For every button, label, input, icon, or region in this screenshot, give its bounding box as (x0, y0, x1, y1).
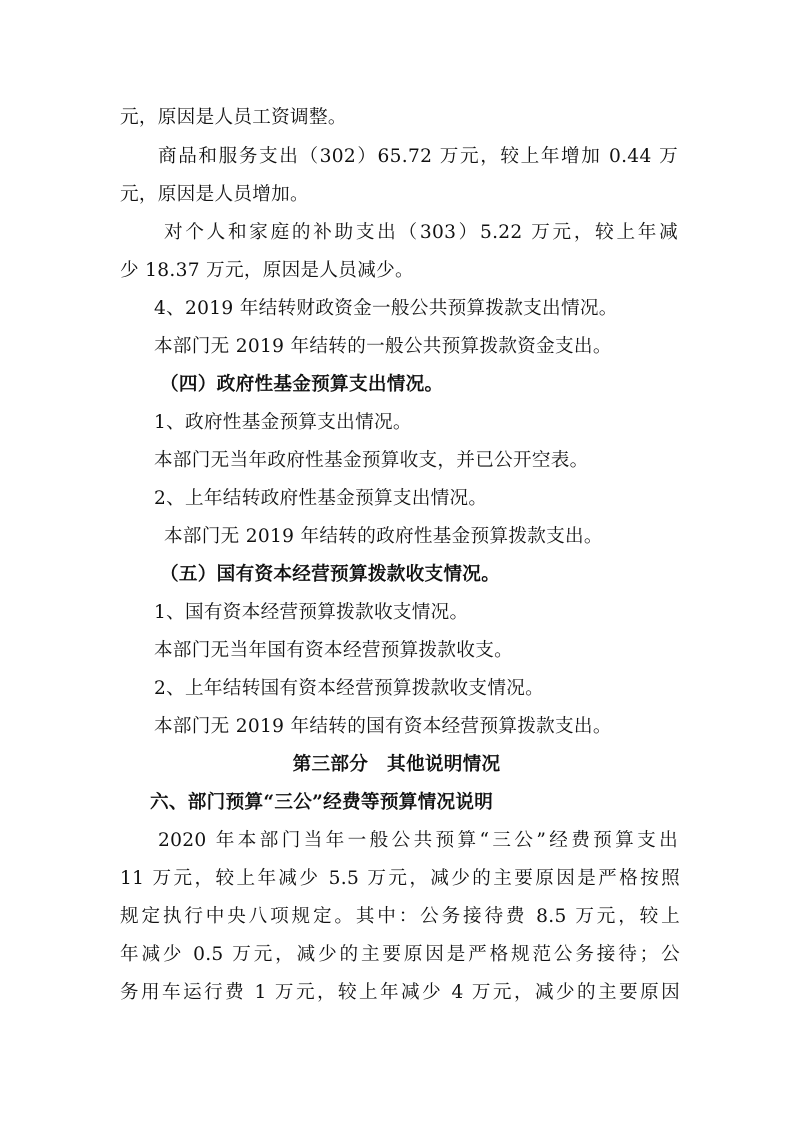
paragraph-line: 本部门无当年国有资本经营预算拨款收支。 (154, 640, 513, 661)
paragraph-line: 元，原因是人员工资调整。 (120, 107, 347, 128)
section-heading: （五）国有资本经营预算拨款收支情况。 (160, 564, 501, 585)
paragraph-line: 本部门无 2019 年结转的国有资本经营预算拨款支出。 (154, 716, 612, 737)
paragraph-line: 本部门无 2019 年结转的一般公共预算拨款资金支出。 (154, 336, 612, 357)
paragraph-line: 规定执行中央八项规定。其中：公务接待费 8.5 万元，较上 (120, 906, 680, 927)
paragraph-line: 本部门无 2019 年结转的政府性基金预算拨款支出。 (164, 526, 603, 547)
paragraph-line: 少 18.37 万元，原因是人员减少。 (120, 260, 414, 281)
numbered-heading: 1、政府性基金预算支出情况。 (154, 412, 412, 433)
numbered-heading: 4、2019 年结转财政资金一般公共预算拨款支出情况。 (154, 298, 618, 319)
paragraph-line: 年减少 0.5 万元，减少的主要原因是严格规范公务接待；公 (120, 944, 680, 965)
numbered-heading: 2、上年结转国有资本经营预算拨款收支情况。 (154, 678, 545, 699)
part-title: 第三部分 其他说明情况 (292, 754, 501, 775)
section-heading: 六、部门预算“三公”经费等预算情况说明 (150, 792, 494, 813)
paragraph-line: 务用车运行费 1 万元，较上年减少 4 万元，减少的主要原因 (120, 982, 680, 1003)
numbered-heading: 1、国有资本经营预算拨款收支情况。 (154, 602, 469, 623)
section-heading: （四）政府性基金预算支出情况。 (160, 374, 444, 395)
paragraph-line: 11 万元，较上年减少 5.5 万元，减少的主要原因是严格按照 (120, 868, 680, 889)
paragraph-line: 对个人和家庭的补助支出（303）5.22 万元，较上年减 (164, 222, 678, 243)
paragraph-line: 本部门无当年政府性基金预算收支，并已公开空表。 (154, 450, 589, 471)
paragraph-line: 元，原因是人员增加。 (120, 184, 309, 205)
numbered-heading: 2、上年结转政府性基金预算支出情况。 (154, 488, 488, 509)
paragraph-line: 2020 年本部门当年一般公共预算“三公”经费预算支出 (158, 830, 678, 851)
paragraph-line: 商品和服务支出（302）65.72 万元，较上年增加 0.44 万 (158, 146, 678, 167)
